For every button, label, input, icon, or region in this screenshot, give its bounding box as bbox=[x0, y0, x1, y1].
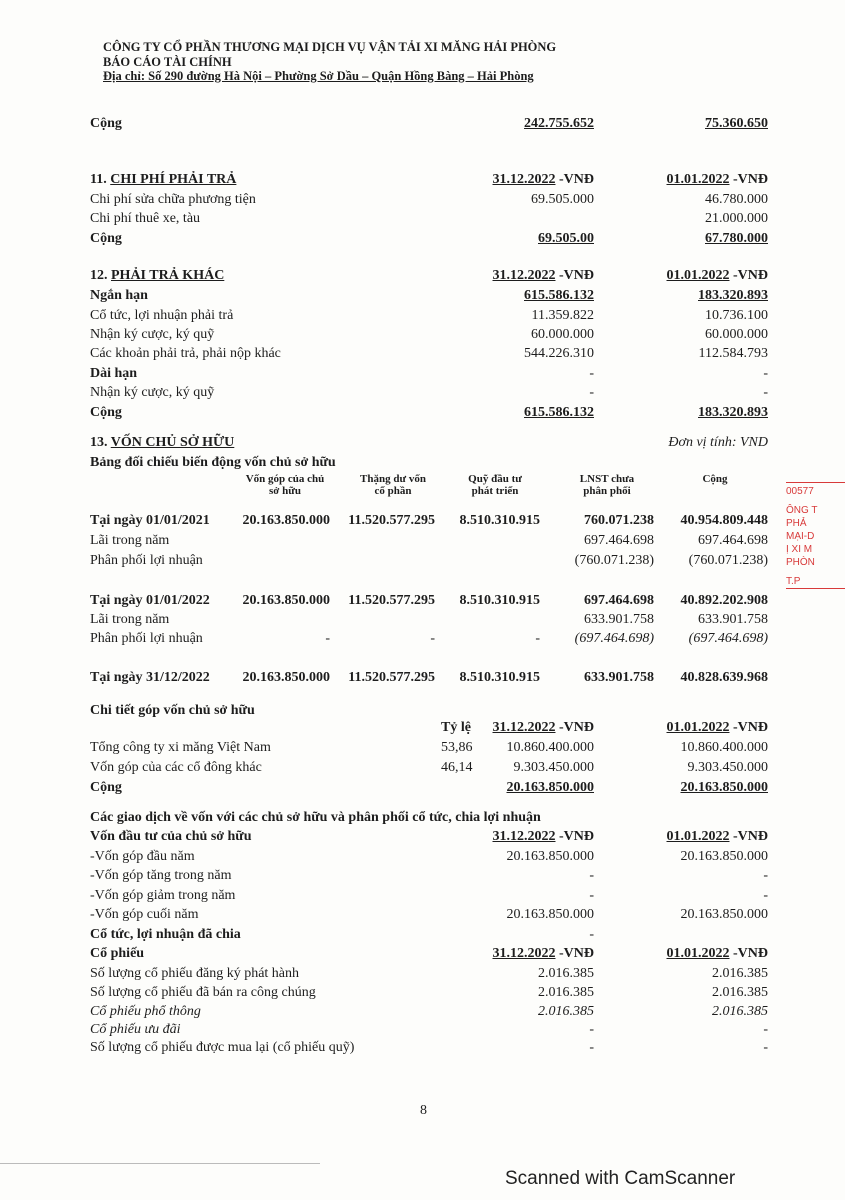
recon-cell: - bbox=[325, 631, 330, 646]
recon-cell: (760.071.238) bbox=[574, 553, 654, 568]
company-name: CÔNG TY CỔ PHẦN THƯƠNG MẠI DỊCH VỤ VẬN TẢI XI MĂNG HẢI PHÒNG bbox=[103, 40, 557, 54]
s12-row-v1: 11.359.822 bbox=[531, 308, 594, 323]
recon-cell: 11.520.577.295 bbox=[348, 670, 435, 685]
shares-row-v2: - bbox=[763, 1040, 768, 1055]
top-total-v1: 242.755.652 bbox=[524, 116, 594, 131]
s12-col1-header: 31.12.2022 -VNĐ bbox=[492, 268, 594, 283]
s11-row-v2: 46.780.000 bbox=[705, 192, 768, 207]
scanner-watermark: Scanned with CamScanner bbox=[505, 1168, 736, 1189]
trans-head-label: Vốn đầu tư của chủ sở hữu bbox=[90, 829, 252, 844]
s11-row-v2: 21.000.000 bbox=[705, 211, 768, 226]
trans-row-label: -Vốn góp giảm trong năm bbox=[90, 888, 236, 903]
recon-cell: 633.901.758 bbox=[584, 670, 654, 685]
recon-cell: 11.520.577.295 bbox=[348, 593, 435, 608]
s12-short-label: Ngắn hạn bbox=[90, 288, 148, 303]
shares-row-label: Cổ phiếu phổ thông bbox=[90, 1004, 201, 1019]
recon-col-header: Quỹ đầu tư phát triển bbox=[468, 473, 522, 497]
detail-row-label: Tổng công ty xi măng Việt Nam bbox=[90, 740, 271, 755]
detail-row-v1: 9.303.450.000 bbox=[513, 760, 594, 775]
footer-divider bbox=[0, 1163, 320, 1164]
detail-row-v2: 10.860.400.000 bbox=[680, 740, 768, 755]
detail-total-v1: 20.163.850.000 bbox=[506, 780, 594, 795]
s12-row-label: Nhận ký cược, ký quỹ bbox=[90, 327, 215, 342]
recon-row-label: Phân phối lợi nhuận bbox=[90, 631, 203, 646]
recon-cell: 633.901.758 bbox=[698, 612, 768, 627]
recon-col-header: LNST chưa phân phối bbox=[579, 473, 635, 497]
shares-row-v1: 2.016.385 bbox=[538, 966, 594, 981]
shares-row-label: Số lượng cổ phiếu đã bán ra công chúng bbox=[90, 985, 316, 1000]
recon-cell: 40.828.639.968 bbox=[680, 670, 768, 685]
s12-total-label: Cộng bbox=[90, 405, 122, 420]
recon-cell: 11.520.577.295 bbox=[348, 513, 435, 528]
detail-ratio-header: Tỷ lệ bbox=[441, 720, 471, 735]
s11-col2-header: 01.01.2022 -VNĐ bbox=[666, 172, 768, 187]
top-total-v2: 75.360.650 bbox=[705, 116, 768, 131]
detail-row-ratio: 53,86 bbox=[441, 740, 473, 755]
recon-row-label: Tại ngày 31/12/2022 bbox=[90, 670, 210, 685]
s12-row-label: Cổ tức, lợi nhuận phải trả bbox=[90, 308, 234, 323]
s11-row-v1: 69.505.000 bbox=[531, 192, 594, 207]
recon-cell: 697.464.698 bbox=[698, 533, 768, 548]
recon-cell: 40.954.809.448 bbox=[680, 513, 768, 528]
recon-row-label: Lãi trong năm bbox=[90, 612, 170, 627]
shares-col2-header: 01.01.2022 -VNĐ bbox=[666, 946, 768, 961]
recon-cell: 8.510.310.915 bbox=[459, 513, 540, 528]
shares-row-v1: - bbox=[589, 1022, 594, 1037]
trans-col2-header: 01.01.2022 -VNĐ bbox=[666, 829, 768, 844]
trans-row-label: -Vốn góp đầu năm bbox=[90, 849, 195, 864]
s12-long-row-label: Nhận ký cược, ký quỹ bbox=[90, 385, 215, 400]
trans-row-label: -Vốn góp tăng trong năm bbox=[90, 868, 232, 883]
recon-title: Bảng đối chiếu biến động vốn chủ sở hữu bbox=[90, 455, 336, 470]
dividend-v1: - bbox=[589, 927, 594, 942]
recon-cell: 760.071.238 bbox=[584, 513, 654, 528]
s12-row-v2: 10.736.100 bbox=[705, 308, 768, 323]
trans-row-v1: - bbox=[589, 888, 594, 903]
detail-row-label: Vốn góp của các cổ đông khác bbox=[90, 760, 262, 775]
s11-row-label: Chi phí sửa chữa phương tiện bbox=[90, 192, 256, 207]
recon-cell: - bbox=[430, 631, 435, 646]
detail-row-v1: 10.860.400.000 bbox=[506, 740, 594, 755]
shares-row-v2: 2.016.385 bbox=[712, 966, 768, 981]
s12-short-v1: 615.586.132 bbox=[524, 288, 594, 303]
detail-col1-header: 31.12.2022 -VNĐ bbox=[492, 720, 594, 735]
unit-note: Đơn vị tính: VND bbox=[668, 435, 768, 450]
detail-row-v2: 9.303.450.000 bbox=[687, 760, 768, 775]
s12-total-v2: 183.320.893 bbox=[698, 405, 768, 420]
section-13-title: 13. VỐN CHỦ SỞ HỮU bbox=[90, 435, 235, 450]
trans-row-label: -Vốn góp cuối năm bbox=[90, 907, 199, 922]
shares-row-label: Số lượng cổ phiếu được mua lại (cổ phiếu quỹ) bbox=[90, 1040, 355, 1055]
s11-col1-header: 31.12.2022 -VNĐ bbox=[492, 172, 594, 187]
shares-row-v2: - bbox=[763, 1022, 768, 1037]
shares-row-v1: 2.016.385 bbox=[538, 1004, 594, 1019]
detail-total-label: Cộng bbox=[90, 780, 122, 795]
s11-total-v1: 69.505.00 bbox=[538, 231, 594, 246]
shares-row-v2: 2.016.385 bbox=[712, 985, 768, 1000]
trans-row-v2: 20.163.850.000 bbox=[680, 907, 768, 922]
detail-row-ratio: 46,14 bbox=[441, 760, 473, 775]
section-11-title: 11. CHI PHÍ PHẢI TRẢ bbox=[90, 172, 237, 187]
shares-row-v2: 2.016.385 bbox=[712, 1004, 768, 1019]
s12-total-v1: 615.586.132 bbox=[524, 405, 594, 420]
detail-col2-header: 01.01.2022 -VNĐ bbox=[666, 720, 768, 735]
s12-long-label: Dài hạn bbox=[90, 366, 138, 381]
s12-row-v1: 60.000.000 bbox=[531, 327, 594, 342]
page-number: 8 bbox=[420, 1103, 427, 1118]
recon-col-header: Thặng dư vốn cổ phần bbox=[360, 473, 426, 497]
s12-short-v2: 183.320.893 bbox=[698, 288, 768, 303]
recon-cell: 20.163.850.000 bbox=[242, 593, 330, 608]
recon-cell: 633.901.758 bbox=[584, 612, 654, 627]
s12-row-v2: 112.584.793 bbox=[698, 346, 768, 361]
recon-col-header: Vốn góp của chủ sở hữu bbox=[245, 473, 325, 497]
shares-row-v1: - bbox=[589, 1040, 594, 1055]
recon-cell: 20.163.850.000 bbox=[242, 670, 330, 685]
recon-row-label: Tại ngày 01/01/2022 bbox=[90, 593, 210, 608]
s12-row-v1: 544.226.310 bbox=[524, 346, 594, 361]
recon-row-label: Lãi trong năm bbox=[90, 533, 170, 548]
s12-long-v1: - bbox=[589, 366, 594, 381]
shares-row-v1: 2.016.385 bbox=[538, 985, 594, 1000]
trans-row-v1: 20.163.850.000 bbox=[506, 849, 594, 864]
recon-cell: 40.892.202.908 bbox=[680, 593, 768, 608]
shares-head-label: Cổ phiếu bbox=[90, 946, 145, 961]
recon-row-label: Phân phối lợi nhuận bbox=[90, 553, 203, 568]
transactions-title: Các giao dịch về vốn với các chủ sở hữu và phân phối cổ tức, chia lợi nhuận bbox=[90, 810, 541, 825]
s12-long-row-v2: - bbox=[763, 385, 768, 400]
section-12-title: 12. PHẢI TRẢ KHÁC bbox=[90, 268, 225, 283]
s12-row-label: Các khoản phải trả, phải nộp khác bbox=[90, 346, 281, 361]
trans-row-v2: - bbox=[763, 888, 768, 903]
trans-row-v1: - bbox=[589, 868, 594, 883]
report-title: BÁO CÁO TÀI CHÍNH bbox=[103, 54, 232, 69]
recon-cell: 697.464.698 bbox=[584, 533, 654, 548]
s11-row-label: Chi phí thuê xe, tàu bbox=[90, 211, 201, 226]
top-total-label: Cộng bbox=[90, 116, 122, 131]
shares-row-label: Cổ phiếu ưu đãi bbox=[90, 1022, 181, 1037]
s12-row-v2: 60.000.000 bbox=[705, 327, 768, 342]
recon-cell: (697.464.698) bbox=[688, 631, 768, 646]
detail-title: Chi tiết góp vốn chủ sở hữu bbox=[90, 703, 255, 718]
s12-long-row-v1: - bbox=[589, 385, 594, 400]
company-address: Địa chỉ: Số 290 đường Hà Nội – Phường Sở Dầu – Quận Hồng Bàng – Hải Phòng bbox=[103, 69, 534, 83]
shares-row-label: Số lượng cổ phiếu đăng ký phát hành bbox=[90, 966, 300, 981]
recon-row-label: Tại ngày 01/01/2021 bbox=[90, 513, 210, 528]
s12-long-v2: - bbox=[763, 366, 768, 381]
s12-col2-header: 01.01.2022 -VNĐ bbox=[666, 268, 768, 283]
s11-total-v2: 67.780.000 bbox=[705, 231, 768, 246]
detail-total-v2: 20.163.850.000 bbox=[680, 780, 768, 795]
s11-total-label: Cộng bbox=[90, 231, 122, 246]
trans-row-v1: 20.163.850.000 bbox=[506, 907, 594, 922]
company-stamp: 00577 ÔNG T PHẢ MẠI-D Ị XI M PHÒN T.P bbox=[786, 482, 845, 627]
recon-cell: (760.071.238) bbox=[688, 553, 768, 568]
recon-cell: 8.510.310.915 bbox=[459, 593, 540, 608]
recon-col-header: Cộng bbox=[702, 473, 728, 485]
trans-row-v2: 20.163.850.000 bbox=[680, 849, 768, 864]
recon-cell: 8.510.310.915 bbox=[459, 670, 540, 685]
recon-cell: 697.464.698 bbox=[584, 593, 654, 608]
recon-cell: - bbox=[535, 631, 540, 646]
document-header bbox=[103, 40, 556, 84]
recon-cell: 20.163.850.000 bbox=[242, 513, 330, 528]
shares-col1-header: 31.12.2022 -VNĐ bbox=[492, 946, 594, 961]
trans-col1-header: 31.12.2022 -VNĐ bbox=[492, 829, 594, 844]
recon-cell: (697.464.698) bbox=[574, 631, 654, 646]
trans-row-v2: - bbox=[763, 868, 768, 883]
dividend-label: Cổ tức, lợi nhuận đã chia bbox=[90, 927, 241, 942]
